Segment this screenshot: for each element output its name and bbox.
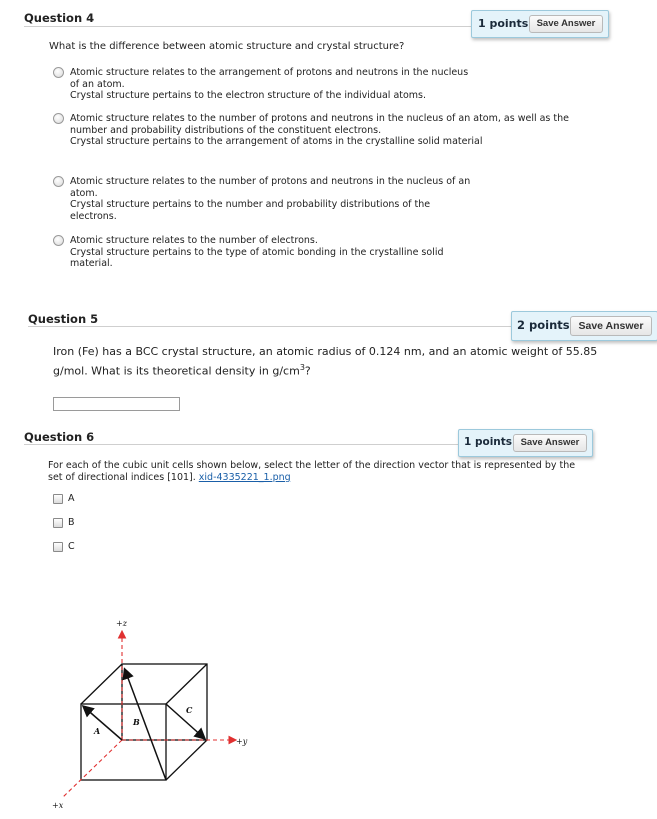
question-5-answer-input[interactable] — [53, 397, 180, 411]
question-4-points-box — [471, 10, 609, 38]
question-4-save-button[interactable]: Save Answer — [529, 15, 603, 33]
cube-edge — [166, 740, 207, 780]
cube-edge — [166, 664, 207, 704]
checkbox[interactable] — [53, 518, 63, 528]
y-axis-label: +y — [236, 737, 248, 746]
vector-b — [125, 670, 166, 780]
question-6-save-button[interactable]: Save Answer — [513, 434, 587, 452]
unit-cell-figure — [0, 600, 300, 819]
question-6-points: 1 points — [464, 436, 513, 448]
option-text: Atomic structure relates to the number of electrons. Crystal structure pertains to the type of atomic bonding in the crystalline solid material. — [70, 235, 444, 269]
choice-label: C — [68, 541, 75, 552]
vector-a — [84, 707, 122, 740]
option-text: Atomic structure relates to the number of protons and neutrons in the nucleus of an atom, as well as the number and probability distributions of the constituent electrons. Crystal structure pertains to the arrangement of atoms in the crystalline solid material — [70, 113, 569, 147]
option-text: Atomic structure relates to the arrangement of protons and neutrons in the nucleus of an atom. Crystal structure pertains to the electron structure of the individual atoms. — [70, 67, 469, 101]
radio-button[interactable] — [53, 176, 64, 187]
question-4-points: 1 points — [478, 17, 529, 30]
choice-label: A — [68, 493, 75, 504]
x-axis — [62, 740, 122, 798]
question-5-prompt: Iron (Fe) has a BCC crystal structure, an atomic radius of 0.124 nm, and an atomic weight of 55.85 g/mol. What is its theoretical density in $g/cm^3$? — [53, 345, 598, 378]
question-5-title: Question 5 — [28, 312, 99, 326]
option-text: Atomic structure relates to the number of protons and neutrons in the nucleus of an atom. Crystal structure pertains to the number and probability distributions of the electrons. — [70, 176, 471, 222]
question-6-prompt: For each of the cubic unit cells shown below, select the letter of the direction vector that is represented by the set of directional indices [101]. xid-4335221_1.png — [48, 460, 576, 483]
checkbox[interactable] — [53, 542, 63, 552]
question-4-title: Question 4 — [24, 11, 95, 25]
question-5-points: 2 points — [517, 318, 570, 332]
question-4-divider — [24, 26, 480, 27]
radio-button[interactable] — [53, 67, 64, 78]
checkbox[interactable] — [53, 494, 63, 504]
question-4-prompt: What is the difference between atomic structure and crystal structure? — [49, 41, 405, 52]
vector-a-label: A — [94, 726, 101, 736]
question-5-points-box — [511, 311, 657, 341]
question-6-title: Question 6 — [24, 430, 95, 444]
vector-c — [166, 704, 204, 738]
x-axis-label: +x — [52, 801, 64, 810]
cube-edge — [81, 664, 122, 704]
radio-button[interactable] — [53, 235, 64, 246]
question-6-points-box — [458, 429, 593, 457]
vector-c-label: C — [186, 705, 193, 715]
question-6-divider — [24, 444, 462, 445]
z-axis-label: +z — [116, 619, 127, 628]
radio-button[interactable] — [53, 113, 64, 124]
question-5-save-button[interactable]: Save Answer — [570, 316, 652, 336]
vector-b-label: B — [133, 717, 140, 727]
choice-label: B — [68, 517, 75, 528]
image-link[interactable]: xid-4335221_1.png — [198, 471, 291, 483]
question-5-divider — [28, 326, 512, 327]
